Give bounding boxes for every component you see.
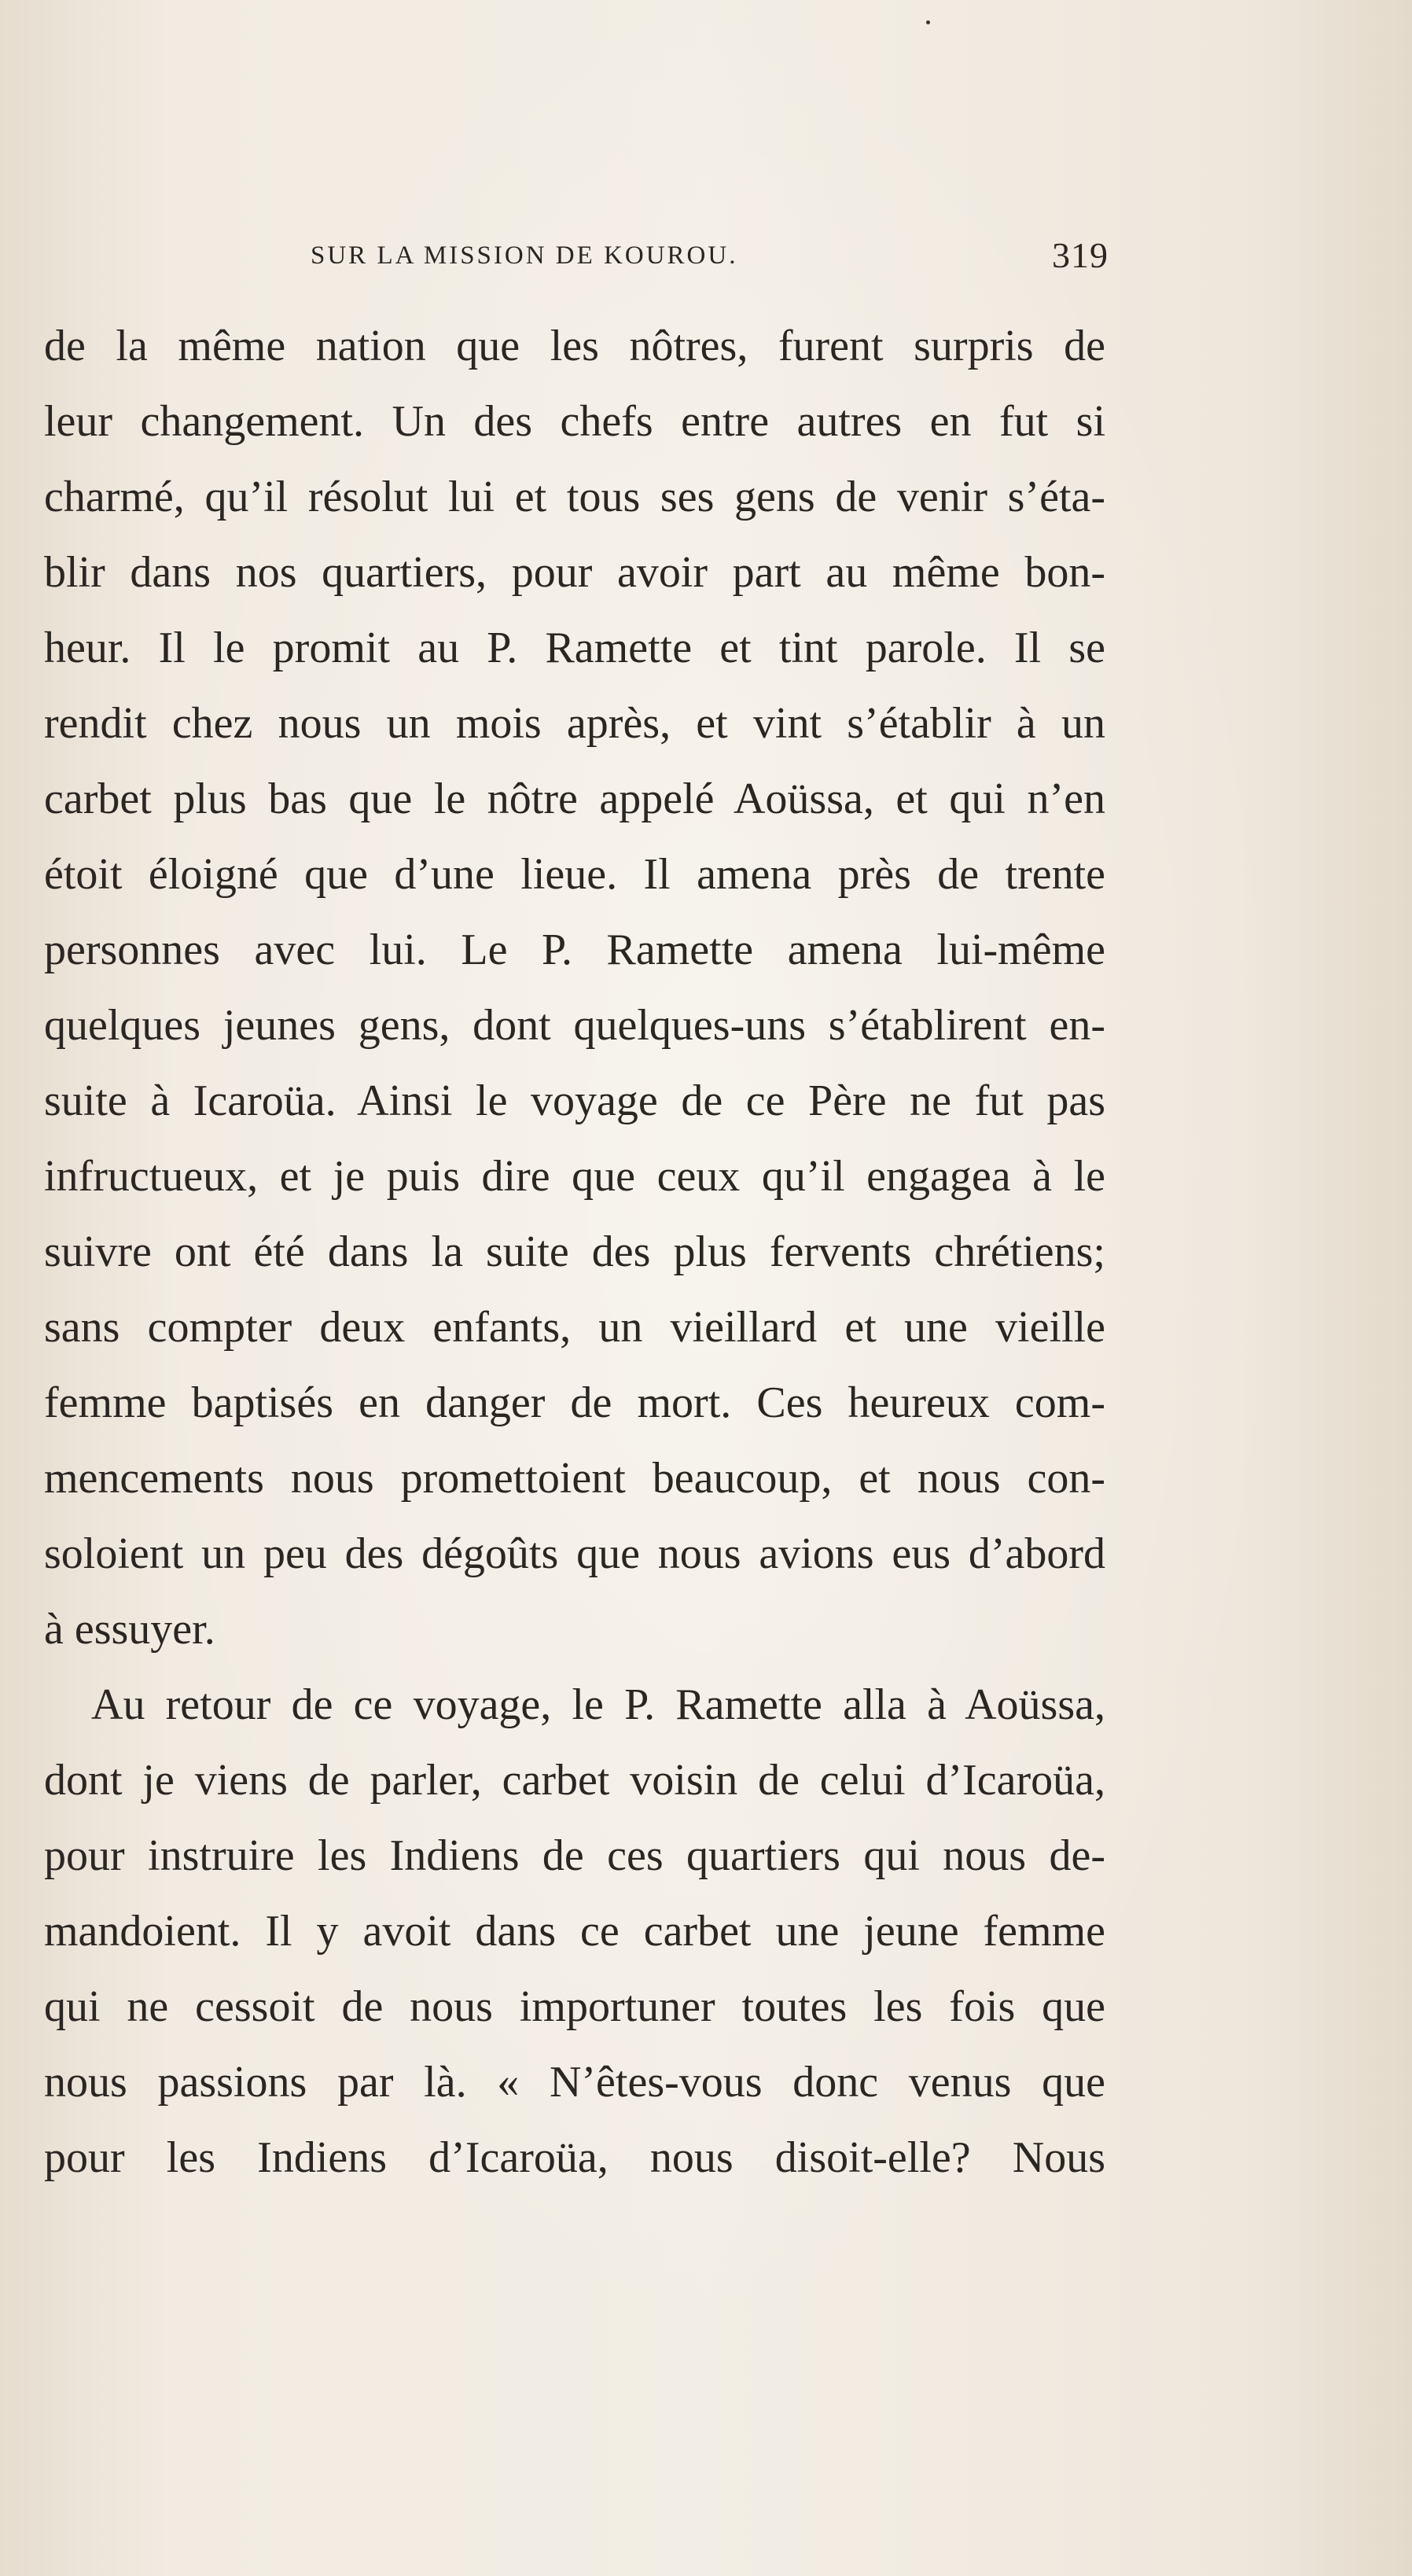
text-line: pour les Indiens d’Icaroüa, nous disoit-elle? Nous: [44, 2133, 1105, 2182]
text-line: mandoient. Il y avoit dans ce carbet une jeune femme: [44, 1907, 1105, 1956]
text-line: mencements nous promettoient beaucoup, et nous con-: [44, 1454, 1105, 1503]
text-line: soloient un peu des dégoûts que nous avions eus d’abord: [44, 1529, 1105, 1578]
text-line: sans compter deux enfants, un vieillard et une vieille: [44, 1303, 1105, 1352]
paragraph-first-line: Au retour de ce voyage, le P. Ramette alla à Aoüssa,: [91, 1680, 1105, 1729]
running-head: SUR LA MISSION DE KOUROU.: [311, 241, 738, 270]
text-line: rendit chez nous un mois après, et vint s’établir à un: [44, 699, 1105, 748]
text-line: de la même nation que les nôtres, furent surpris de: [44, 322, 1105, 370]
text-line: femme baptisés en danger de mort. Ces heureux com-: [44, 1378, 1105, 1427]
text-line: pour instruire les Indiens de ces quartiers qui nous de-: [44, 1831, 1105, 1880]
text-line: personnes avec lui. Le P. Ramette amena lui-même: [44, 926, 1105, 974]
text-line: qui ne cessoit de nous importuner toutes les fois que: [44, 1982, 1105, 2031]
text-line: suite à Icaroüa. Ainsi le voyage de ce Père ne fut pas: [44, 1076, 1105, 1125]
text-line: suivre ont été dans la suite des plus fervents chrétiens;: [44, 1227, 1105, 1276]
text-line: infructueux, et je puis dire que ceux qu’il engagea à le: [44, 1152, 1105, 1201]
text-line: heur. Il le promit au P. Ramette et tint parole. Il se: [44, 624, 1105, 672]
ink-speck: [926, 20, 930, 24]
text-line: charmé, qu’il résolut lui et tous ses gens de venir s’éta-: [44, 473, 1105, 521]
text-line: quelques jeunes gens, dont quelques-uns s’établirent en-: [44, 1001, 1105, 1050]
text-line: leur changement. Un des chefs entre autres en fut si: [44, 397, 1105, 446]
body-text: [44, 308, 1105, 2195]
text-line: nous passions par là. « N’êtes-vous donc venus que: [44, 2058, 1105, 2107]
text-line: carbet plus bas que le nôtre appelé Aoüssa, et qui n’en: [44, 775, 1105, 823]
page-number: 319: [1052, 235, 1109, 275]
text-line: dont je viens de parler, carbet voisin de celui d’Icaroüa,: [44, 1756, 1105, 1805]
paragraph-end-line: à essuyer.: [44, 1605, 215, 1654]
page-header: [311, 236, 1109, 275]
text-line: étoit éloigné que d’une lieue. Il amena près de trente: [44, 850, 1105, 899]
text-line: blir dans nos quartiers, pour avoir part au même bon-: [44, 548, 1105, 597]
